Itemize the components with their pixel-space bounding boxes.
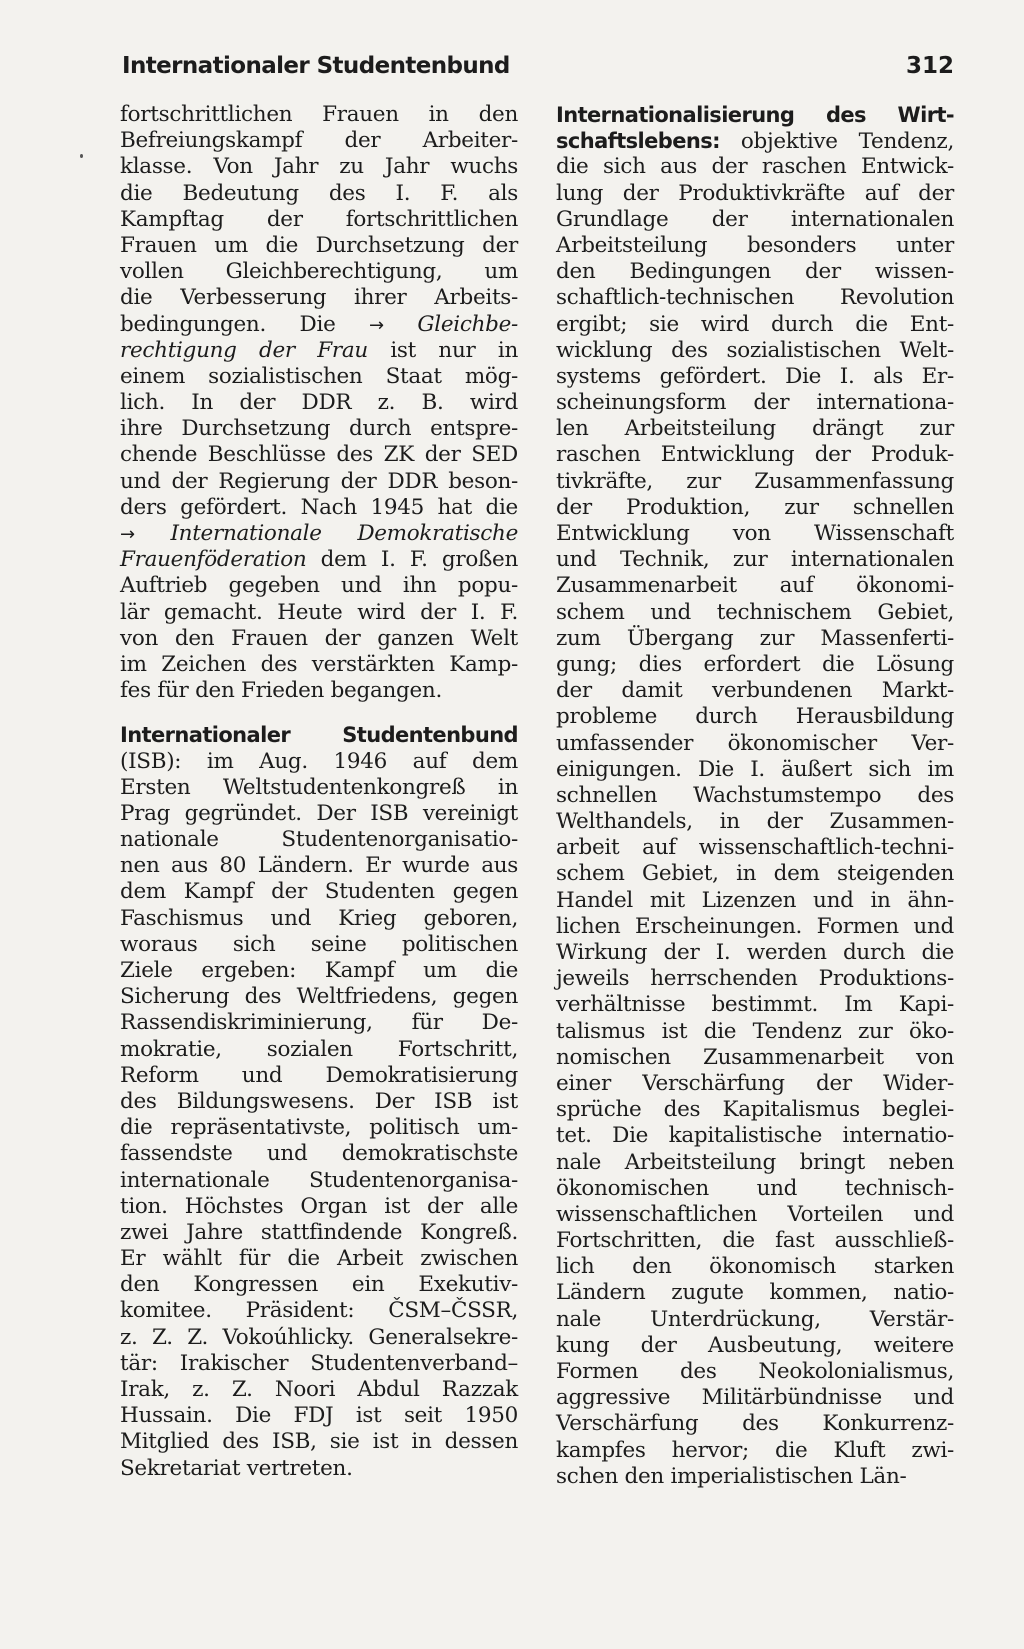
text-line: der Produktion, zur schnellen — [556, 494, 954, 520]
entry-headword: Internationalisierung des Wirt- — [556, 103, 954, 127]
text-line: kung der Ausbeutung, weitere — [556, 1332, 954, 1358]
text-line: Ersten Weltstudentenkongreß in — [120, 774, 518, 800]
entry-headword-line — [120, 722, 518, 748]
text-line: einer Verschärfung der Wider- — [556, 1070, 954, 1096]
text-line: tet. Die kapitalistische internatio- — [556, 1123, 954, 1149]
cross-reference: Frauenföderation — [120, 547, 307, 573]
text-line: Rassendiskriminierung, für De- — [120, 1010, 518, 1036]
text-line: wissenschaftlichen Vorteilen und — [556, 1201, 954, 1227]
text-line: den Kongressen ein Exekutiv- — [120, 1272, 518, 1298]
text-line: lichen Erscheinungen. Formen und — [556, 913, 954, 939]
text-line: Grundlage der internationalen — [556, 206, 954, 232]
text-line: chende Beschlüsse des ZK der SED — [120, 442, 518, 468]
left-column — [120, 102, 518, 1482]
entry-definition-start: objektive Tendenz, — [719, 129, 954, 155]
text-line: schem und technischem Gebiet, — [556, 599, 954, 625]
text-line: ders gefördert. Nach 1945 hat die — [120, 494, 518, 520]
text-line: scheinungsform der internationa- — [556, 390, 954, 416]
running-head: Internationaler Studentenbund — [122, 53, 510, 79]
text-line: Reform und Demokratisierung — [120, 1062, 518, 1088]
text-line: kampfes hervor; die Kluft zwi- — [556, 1437, 954, 1463]
text-line: Ländern zugute kommen, natio- — [556, 1280, 954, 1306]
text-line: schnellen Wachstumstempo des — [556, 782, 954, 808]
page-header — [122, 46, 954, 86]
text-line: woraus sich seine politischen — [120, 931, 518, 957]
text-line: Frauen um die Durchsetzung der — [120, 232, 518, 258]
text-line: bedingungen. Die → Gleichbe- — [120, 311, 518, 337]
text-line: probleme durch Herausbildung — [556, 704, 954, 730]
text-line: Auftrieb gegeben und ihn popu- — [120, 573, 518, 599]
text-line: fortschrittlichen Frauen in den — [120, 102, 518, 127]
text-line: (ISB): im Aug. 1946 auf dem — [120, 748, 518, 774]
text-line: die sich aus der raschen Entwick- — [556, 154, 954, 180]
cross-ref-arrow-icon: → — [369, 314, 384, 336]
entry-internationalisierung — [556, 102, 954, 1490]
text-line: Mitglied des ISB, sie ist in dessen — [120, 1429, 518, 1455]
text-line: raschen Entwicklung der Produk- — [556, 442, 954, 468]
text-line: wicklung des sozialistischen Welt- — [556, 337, 954, 363]
text-line: lich den ökonomisch starken — [556, 1254, 954, 1280]
text-line: rechtigung der Frau ist nur in — [120, 337, 518, 363]
text-line: fes für den Frieden begangen. — [120, 678, 442, 704]
text-line: zwei Jahre stattfindende Kongreß. — [120, 1219, 518, 1245]
text-line: Handel mit Lizenzen und in ähn- — [556, 887, 954, 913]
text-line: jeweils herrschenden Produktions- — [556, 966, 954, 992]
text-line: Befreiungskampf der Arbeiter- — [120, 128, 518, 154]
text-line: internationale Studentenorganisa- — [120, 1167, 518, 1193]
entry-headword: Internationaler Studentenbund — [120, 723, 518, 748]
text-line: die Verbesserung ihrer Arbeits- — [120, 285, 518, 311]
text-line: Faschismus und Krieg geboren, — [120, 905, 518, 931]
text-line: schaftlich-technischen Revolution — [556, 285, 954, 311]
text-line: Ziele ergeben: Kampf um die — [120, 958, 518, 983]
text-line: ihre Durchsetzung durch entspre- — [120, 416, 518, 442]
text-line: nale Unterdrückung, Verstär- — [556, 1306, 954, 1332]
text-line: Fortschritten, die fast ausschließ- — [556, 1228, 954, 1254]
entry-headword-line — [556, 128, 954, 154]
text-line: Frauenföderation dem I. F. großen — [120, 547, 518, 573]
text-line: mokratie, sozialen Fortschritt, — [120, 1036, 518, 1062]
entry-internationaler-studentenbund — [120, 722, 518, 1481]
text-line: tion. Höchstes Organ ist der alle — [120, 1193, 518, 1219]
text-line: zum Übergang zur Massenferti- — [556, 625, 954, 651]
text-line: des Bildungswesens. Der ISB ist — [120, 1088, 518, 1114]
page-number: 312 — [905, 53, 954, 79]
text-line: ergibt; sie wird durch die Ent- — [556, 311, 954, 337]
text-line: Entwicklung von Wissenschaft — [556, 521, 954, 546]
text-line: Irak, z. Z. Noori Abdul Razzak — [120, 1377, 518, 1402]
text-line: len Arbeitsteilung drängt zur — [556, 416, 954, 442]
text-line: schem Gebiet, in dem steigenden — [556, 861, 954, 887]
text-line: Prag gegründet. Der ISB vereinigt — [120, 800, 518, 826]
text-line: systems gefördert. Die I. als Er- — [556, 363, 954, 389]
text-line: Kampftag der fortschrittlichen — [120, 206, 518, 232]
text-line: Verschärfung des Konkurrenz- — [556, 1411, 954, 1437]
text-line: einem sozialistischen Staat mög- — [120, 363, 518, 389]
text-line: tär: Irakischer Studentenverband– — [120, 1350, 518, 1376]
text-line: Sicherung des Weltfriedens, gegen — [120, 984, 518, 1010]
cross-ref-arrow-icon: → — [120, 524, 135, 545]
text-line: Arbeitsteilung besonders unter — [556, 232, 954, 258]
text-line: lung der Produktivkräfte auf der — [556, 180, 954, 206]
text-line: und Technik, zur internationalen — [556, 547, 954, 573]
text-line: Sekretariat vertreten. — [120, 1455, 353, 1481]
text-line: dem Kampf der Studenten gegen — [120, 879, 518, 905]
text-line: verhältnisse bestimmt. Im Kapi- — [556, 992, 954, 1018]
text-line: tivkräfte, zur Zusammenfassung — [556, 468, 954, 494]
text-line: Welthandels, in der Zusammen- — [556, 809, 954, 835]
cross-reference: Gleichbe- — [383, 311, 518, 337]
entry-headword-line — [556, 102, 954, 128]
cross-reference: rechtigung der Frau — [120, 337, 368, 363]
text-line: die repräsentativste, politisch um- — [120, 1115, 518, 1141]
text-line: schen den imperialistischen Län- — [556, 1463, 907, 1489]
text-line: Formen des Neokolonialismus, — [556, 1359, 954, 1384]
text-line: den Bedingungen der wissen- — [556, 259, 954, 285]
text-line: Zusammenarbeit auf ökonomi- — [556, 573, 954, 599]
text-line: gung; dies erfordert die Lösung — [556, 651, 954, 677]
text-line: sprüche des Kapitalismus beglei- — [556, 1097, 954, 1123]
text-line: lich. In der DDR z. B. wird — [120, 390, 518, 416]
text-line: und der Regierung der DDR beson- — [120, 468, 518, 494]
right-column — [556, 102, 954, 1490]
text-line: komitee. Präsident: ČSM–ČSSR, — [120, 1298, 518, 1324]
text-line: von den Frauen der ganzen Welt — [120, 625, 518, 651]
continuation-paragraph — [120, 102, 518, 704]
text-line: z. Z. Z. Vokoúhlicky. Generalsekre- — [120, 1324, 518, 1350]
text-line: Wirkung der I. werden durch die — [556, 940, 954, 965]
text-line: aggressive Militärbündnisse und — [556, 1385, 954, 1411]
text-line: vollen Gleichberechtigung, um — [120, 259, 518, 285]
text-line: nomischen Zusammenarbeit von — [556, 1044, 954, 1070]
text-line: fassendste und demokratischste — [120, 1141, 518, 1167]
text-line: ökonomischen und technisch- — [556, 1175, 954, 1201]
text-line: der damit verbundenen Markt- — [556, 678, 954, 704]
text-line: arbeit auf wissenschaftlich-techni- — [556, 835, 954, 861]
text-line: im Zeichen des verstärkten Kamp- — [120, 651, 518, 677]
text-line: nale Arbeitsteilung bringt neben — [556, 1149, 954, 1175]
text-line: lär gemacht. Heute wird der I. F. — [120, 599, 518, 625]
text-line: klasse. Von Jahr zu Jahr wuchs — [120, 154, 518, 180]
text-line: umfassender ökonomischer Ver- — [556, 730, 954, 756]
text-line — [120, 521, 518, 547]
cross-reference: Internationale Demokratische — [134, 521, 518, 546]
text-line: die Bedeutung des I. F. als — [120, 180, 518, 206]
text-line: talismus ist die Tendenz zur öko- — [556, 1018, 954, 1044]
text-line: Hussain. Die FDJ ist seit 1950 — [120, 1403, 518, 1429]
text-line: Er wählt für die Arbeit zwischen — [120, 1246, 518, 1272]
entry-headword-cont: schaftslebens: — [556, 129, 720, 154]
scan-speck — [80, 154, 83, 158]
text-line: nationale Studentenorganisatio- — [120, 827, 518, 853]
text-line: nen aus 80 Ländern. Er wurde aus — [120, 853, 518, 879]
text-line: einigungen. Die I. äußert sich im — [556, 756, 954, 782]
